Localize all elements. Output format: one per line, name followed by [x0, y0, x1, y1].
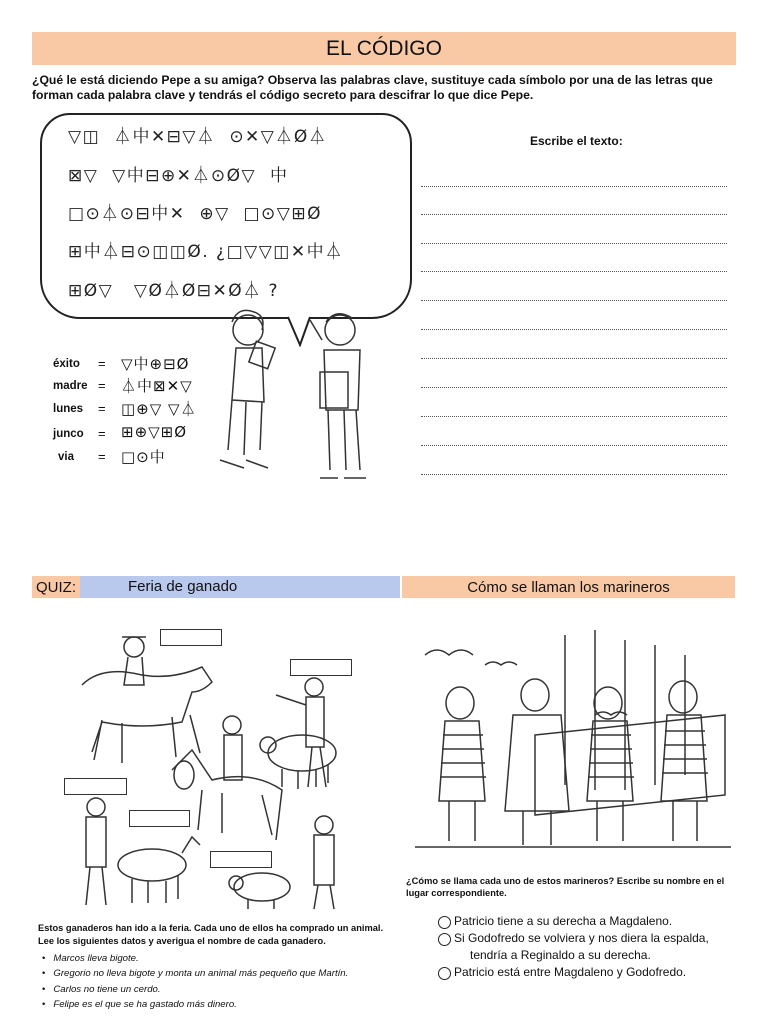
key-code: ◫⊕▽ ▽⏃	[121, 400, 197, 418]
sailors-illustration	[415, 625, 731, 865]
key-equals: =	[98, 378, 106, 393]
marineros-title: Cómo se llaman los marineros	[402, 576, 735, 598]
name-box[interactable]	[129, 810, 190, 827]
clue-item: • Marcos lleva bigote.	[42, 951, 402, 966]
key-equals: =	[98, 449, 106, 464]
name-box[interactable]	[210, 851, 272, 868]
key-code: ▽中⊕⊟Ø	[121, 355, 190, 373]
code-line: ⊞中⏃⊟⊙◫◫Ø. ¿□▽▽◫✕中⏃	[68, 242, 344, 262]
key-code: ⊞⊕▽⊞Ø	[121, 423, 188, 441]
children-talking-illustration	[210, 300, 390, 490]
feria-instructions: Estos ganaderos han ido a la feria. Cada uno de ellos ha comprado un animal. Lee los siguientes datos y averigua el nombre de cada ganadero.	[38, 923, 384, 946]
code-line: ▽◫ ⏃中✕⊟▽⏃ ⊙✕▽⏃Ø⏃	[68, 127, 328, 147]
answer-line[interactable]	[421, 214, 727, 215]
option-text: Patricio tiene a su derecha a Magdaleno.	[454, 914, 673, 928]
marineros-options	[438, 913, 738, 981]
answer-line[interactable]	[421, 329, 727, 330]
write-text-label: Escribe el texto:	[530, 134, 623, 148]
feria-clues	[42, 951, 402, 1012]
option-item[interactable]	[438, 913, 738, 930]
option-text: Si Godofredo se volviera y nos diera la espalda,	[454, 931, 709, 945]
option-text-continued: tendría a Reginaldo a su derecha.	[470, 948, 651, 962]
answer-line[interactable]	[421, 271, 727, 272]
clue-item: • Carlos no tiene un cerdo.	[42, 982, 402, 997]
name-box[interactable]	[160, 629, 222, 646]
answer-line[interactable]	[421, 474, 727, 475]
key-word: madre	[53, 380, 88, 392]
quiz-label: QUIZ:	[32, 576, 80, 598]
code-line: ⊠▽ ▽中⊟⊕✕⏃⊙Ø▽ 中	[68, 166, 289, 186]
key-word: via	[58, 451, 74, 463]
key-equals: =	[98, 426, 106, 441]
page-title: EL CÓDIGO	[32, 32, 736, 65]
answer-line[interactable]	[421, 445, 727, 446]
answer-line[interactable]	[421, 300, 727, 301]
key-equals: =	[98, 356, 106, 371]
answer-line[interactable]	[421, 387, 727, 388]
answer-line[interactable]	[421, 243, 727, 244]
name-box[interactable]	[64, 778, 127, 795]
key-code: □⊙中	[121, 448, 166, 466]
code-line: ⊞Ø▽ ▽Ø⏃Ø⊟✕Ø⏃ ?	[68, 281, 280, 301]
key-word: éxito	[53, 358, 80, 370]
instructions: ¿Qué le está diciendo Pepe a su amiga? Observa las palabras clave, sustituye cada símbolo por una de las letras que forman cada palabra clave y tendrás el código secreto para descifrar lo que dice Pepe.	[32, 73, 713, 102]
option-item[interactable]	[438, 930, 738, 964]
name-box[interactable]	[290, 659, 352, 676]
key-equals: =	[98, 401, 106, 416]
clue-item: • Gregorio no lleva bigote y monta un animal más pequeño que Martín.	[42, 966, 402, 981]
key-word: junco	[53, 428, 84, 440]
option-text: Patricio está entre Magdaleno y Godofredo.	[454, 965, 687, 979]
answer-line[interactable]	[421, 186, 727, 187]
answer-line[interactable]	[421, 358, 727, 359]
key-word: lunes	[53, 403, 84, 415]
answer-line[interactable]	[421, 416, 727, 417]
option-item[interactable]	[438, 964, 738, 981]
feria-title: Feria de ganado	[128, 578, 238, 595]
marineros-question: ¿Cómo se llama cada uno de estos marineros? Escribe su nombre en el lugar correspondiente.	[406, 876, 725, 898]
clue-item: • Felipe es el que se ha gastado más dinero.	[42, 997, 402, 1012]
key-code: ⏃中⊠✕▽	[121, 377, 193, 395]
code-line: □⊙⏃⊙⊟中✕ ⊕▽ □⊙▽⊞Ø	[68, 204, 322, 224]
